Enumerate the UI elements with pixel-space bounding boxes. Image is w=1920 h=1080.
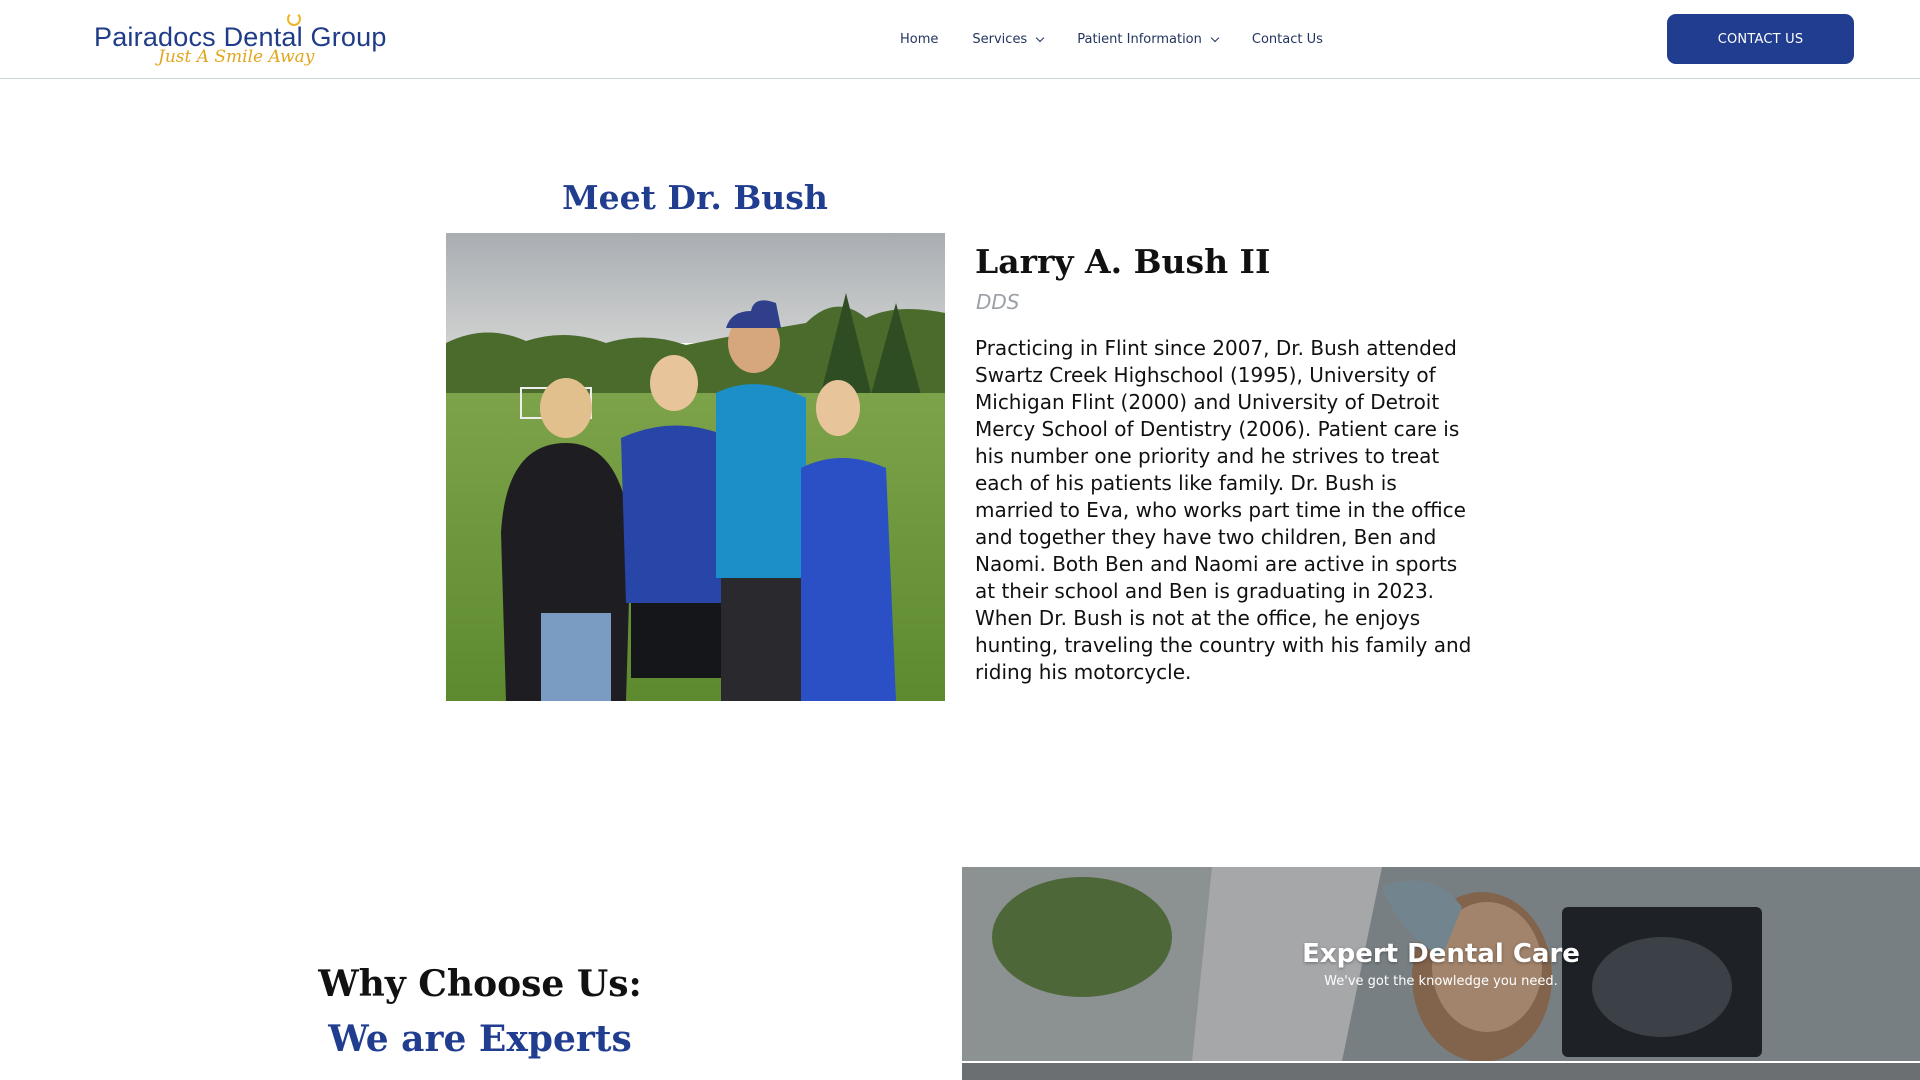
chevron-down-icon xyxy=(1036,33,1044,41)
nav-contact-us-label: Contact Us xyxy=(1251,32,1323,47)
nav-patient-information-label: Patient Information xyxy=(1077,32,1202,47)
section-title: Meet Dr. Bush xyxy=(562,178,828,217)
logo-name: Pairadocs Dental Group xyxy=(94,22,387,52)
nav-home-label: Home xyxy=(900,32,939,47)
chevron-down-icon xyxy=(1211,33,1219,41)
nav-services-label: Services xyxy=(972,32,1028,47)
nav-services[interactable] xyxy=(972,32,1043,47)
nav-home[interactable] xyxy=(900,32,938,47)
site-header xyxy=(0,0,1920,79)
doctor-name: Larry A. Bush II xyxy=(975,242,1271,281)
doctor-bio: Practicing in Flint since 2007, Dr. Bush attended Swartz Creek Highschool (1995), University of Michigan Flint (2000) and University of Detroit Mercy School of Dentistry (2006). Patient care is his number one priority and he strives to treat each of his patients like family. Dr. Bush is married to Eva, who works part time in the office and together they have two children, Ben and Naomi. Both Ben and Naomi are active in sports at their school and Ben is graduating in 2023. When Dr. Bush is not at the office, he enjoys hunting, traveling the country with his family and riding his motorcycle. xyxy=(975,336,1472,684)
why-choose-subheading: We are Experts xyxy=(328,1018,632,1060)
logo-tagline: Just A Smile Away xyxy=(158,47,315,67)
feature-card-next[interactable] xyxy=(962,1063,1920,1080)
nav-patient-information[interactable] xyxy=(1077,32,1218,47)
why-choose-heading: Why Choose Us: xyxy=(318,963,642,1005)
feature-card-subtitle: We've got the knowledge you need. xyxy=(1324,974,1558,989)
feature-card-title: Expert Dental Care xyxy=(1302,939,1580,969)
main-nav xyxy=(900,0,1357,79)
site-logo[interactable] xyxy=(94,10,387,72)
feature-card-expert-care[interactable] xyxy=(962,867,1920,1061)
contact-us-button[interactable]: CONTACT US xyxy=(1667,14,1854,64)
doctor-family-photo xyxy=(446,233,945,701)
doctor-credential: DDS xyxy=(976,290,1020,314)
nav-contact-us[interactable] xyxy=(1252,32,1323,47)
